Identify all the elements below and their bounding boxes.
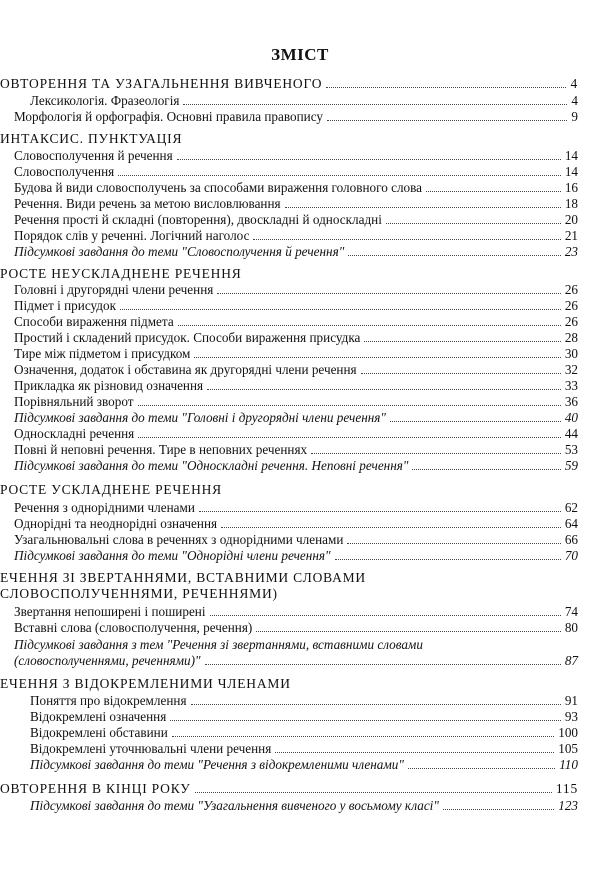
entry-label: Підсумкові завдання до теми "Односкладні речення. Неповні речення" (14, 458, 409, 473)
page-number: 123 (558, 798, 578, 813)
dot-leader (194, 356, 560, 358)
dot-leader (138, 436, 561, 438)
toc-entry[interactable] (30, 725, 578, 740)
dot-leader (408, 767, 555, 769)
entry-label: Порядок слів у реченні. Логічний наголос (14, 228, 250, 243)
page-number: 9 (571, 109, 578, 124)
toc-entry-summary[interactable] (30, 798, 578, 813)
page-number: 36 (564, 394, 578, 409)
toc-entry-summary[interactable] (30, 757, 578, 772)
toc-entry[interactable] (14, 330, 578, 345)
toc-section-heading[interactable] (0, 76, 578, 91)
toc-entry[interactable] (14, 228, 578, 243)
dot-leader (210, 614, 561, 616)
toc-entry[interactable] (14, 346, 578, 361)
page-number: 74 (564, 604, 578, 619)
toc-entry[interactable] (14, 282, 578, 297)
entry-label: Лексикологія. Фразеологія (30, 93, 180, 108)
dot-leader (118, 174, 561, 176)
page-number: 87 (564, 653, 578, 668)
entry-label: Речення з однорідними членами (14, 500, 195, 515)
dot-leader (205, 663, 561, 665)
entry-label: Поняття про відокремлення (30, 693, 187, 708)
section-title-continued: СЛОВОСПОЛУЧЕННЯМИ, РЕЧЕННЯМИ) (0, 586, 278, 601)
page-number: 66 (564, 532, 578, 547)
page-number: 4 (570, 76, 578, 91)
page-number: 93 (564, 709, 578, 724)
dot-leader (221, 526, 561, 528)
page-number: 28 (564, 330, 578, 345)
page-number: 33 (564, 378, 578, 393)
page-number: 26 (564, 314, 578, 329)
entry-label: Словосполучення (14, 164, 115, 179)
toc-entry[interactable] (14, 532, 578, 547)
entry-label: Словосполучення й речення (14, 148, 173, 163)
entry-label: Вставні слова (словосполучення, речення) (14, 620, 253, 635)
dot-leader (217, 292, 561, 294)
section-title: ЕЧЕННЯ З ВІДОКРЕМЛЕНИМИ ЧЛЕНАМИ (0, 676, 291, 691)
entry-label: Повні й неповні речення. Тире в неповних реченнях (14, 442, 308, 457)
dot-leader (178, 324, 561, 326)
entry-label: Відокремлені обставини (30, 725, 168, 740)
toc-entry[interactable] (30, 93, 578, 108)
entry-label: Відокремлені означення (30, 709, 167, 724)
toc-entry[interactable] (14, 500, 578, 515)
dot-leader (335, 558, 561, 560)
page-number: 80 (564, 620, 578, 635)
toc-entry[interactable] (30, 741, 578, 756)
entry-label: Речення. Види речень за метою висловлювання (14, 196, 281, 211)
toc-section-heading[interactable] (0, 676, 578, 691)
entry-label-continued: (словосполученнями, реченнями)" (14, 653, 201, 668)
page-number: 53 (564, 442, 578, 457)
page-number: 105 (558, 741, 578, 756)
toc-section-heading[interactable] (0, 131, 578, 146)
toc-entry[interactable] (14, 109, 578, 124)
toc-entry-summary[interactable] (14, 458, 578, 473)
dot-leader (327, 119, 567, 121)
page-number: 21 (564, 228, 578, 243)
page-number: 14 (564, 148, 578, 163)
dot-leader (177, 158, 561, 160)
dot-leader (275, 751, 554, 753)
section-title: ЕЧЕННЯ ЗІ ЗВЕРТАННЯМИ, ВСТАВНИМИ СЛОВАМИ (0, 570, 366, 585)
entry-label: Простий і складений присудок. Способи вираження присудка (14, 330, 361, 345)
entry-label: Підсумкові завдання до теми "Однорідні члени речення" (14, 548, 331, 563)
page-number: 91 (564, 693, 578, 708)
page-number: 64 (564, 516, 578, 531)
toc-section-heading[interactable] (0, 266, 578, 281)
toc-entry[interactable] (14, 298, 578, 313)
toc-entry[interactable] (14, 378, 578, 393)
entry-label: Відокремлені уточнювальні члени речення (30, 741, 272, 756)
toc-entry[interactable] (14, 442, 578, 457)
dot-leader (195, 791, 552, 793)
entry-label: Однорідні та неоднорідні означення (14, 516, 218, 531)
toc-entry[interactable] (14, 164, 578, 179)
dot-leader (256, 630, 560, 632)
dot-leader (253, 238, 560, 240)
toc-entry[interactable] (14, 394, 578, 409)
toc-entry-summary[interactable] (14, 637, 578, 652)
dot-leader (386, 222, 561, 224)
page-number: 26 (564, 298, 578, 313)
dot-leader (207, 388, 561, 390)
entry-label: Підсумкові завдання до теми "Речення з відокремленими членами" (30, 757, 404, 772)
page-number: 115 (555, 781, 578, 796)
toc-entry[interactable] (30, 709, 578, 724)
entry-label: Головні і другорядні члени речення (14, 282, 214, 297)
entry-label: Підмет і присудок (14, 298, 116, 313)
page-number: 59 (564, 458, 578, 473)
dot-leader (443, 808, 554, 810)
entry-label: Односкладні речення (14, 426, 135, 441)
dot-leader (138, 404, 561, 406)
entry-label: Тире між підметом і присудком (14, 346, 191, 361)
toc-section-heading[interactable] (0, 482, 578, 497)
entry-label: Підсумкові завдання до теми "Словосполучення й речення" (14, 244, 345, 259)
entry-label: Порівняльний зворот (14, 394, 134, 409)
dot-leader (390, 420, 561, 422)
page-number: 110 (559, 757, 578, 772)
page-number: 26 (564, 282, 578, 297)
page-number: 20 (564, 212, 578, 227)
toc-entry[interactable] (14, 196, 578, 211)
toc-entry[interactable] (14, 516, 578, 531)
toc-entry[interactable] (14, 148, 578, 163)
entry-label: Підсумкові завдання з тем "Речення зі звертаннями, вставними словами (14, 637, 423, 652)
dot-leader (326, 86, 566, 88)
page-number: 100 (558, 725, 578, 740)
entry-label: Означення, додаток і обставина як другорядні члени речення (14, 362, 357, 377)
toc-entry-summary-continued[interactable] (14, 653, 578, 668)
entry-label: Способи вираження підмета (14, 314, 174, 329)
toc-section-heading-line2[interactable] (0, 586, 578, 601)
entry-label: Звертання непоширені і поширені (14, 604, 206, 619)
dot-leader (191, 703, 561, 705)
toc-entry[interactable] (14, 620, 578, 635)
entry-label: Підсумкові завдання до теми "Узагальнення вивченого у восьмому класі" (30, 798, 439, 813)
page-number: 14 (564, 164, 578, 179)
dot-leader (412, 468, 560, 470)
dot-leader (170, 719, 561, 721)
page-number: 70 (564, 548, 578, 563)
dot-leader (311, 452, 561, 454)
section-title: РОСТЕ НЕУСКЛАДНЕНЕ РЕЧЕННЯ (0, 266, 242, 281)
page-number: 23 (564, 244, 578, 259)
dot-leader (426, 190, 561, 192)
section-title: ОВТОРЕННЯ В КІНЦІ РОКУ (0, 781, 191, 796)
entry-label: Будова й види словосполучень за способами вираження головного слова (14, 180, 423, 195)
entry-label: Морфологія й орфографія. Основні правила правопису (14, 109, 323, 124)
dot-leader (172, 735, 554, 737)
toc-section-heading[interactable] (0, 570, 578, 585)
page-number: 40 (564, 410, 578, 425)
page-number: 32 (564, 362, 578, 377)
dot-leader (285, 206, 561, 208)
dot-leader (183, 103, 567, 105)
dot-leader (120, 308, 561, 310)
toc-entry[interactable] (14, 314, 578, 329)
toc-entry[interactable] (14, 180, 578, 195)
toc-entry-summary[interactable] (14, 244, 578, 259)
page-number: 30 (564, 346, 578, 361)
dot-leader (361, 372, 561, 374)
section-title: ОВТОРЕННЯ ТА УЗАГАЛЬНЕННЯ ВИВЧЕНОГО (0, 76, 323, 91)
toc-entry-summary[interactable] (14, 410, 578, 425)
page-number: 4 (571, 93, 578, 108)
dot-leader (199, 510, 561, 512)
section-title: РОСТЕ УСКЛАДНЕНЕ РЕЧЕННЯ (0, 482, 222, 497)
toc-entry[interactable] (14, 604, 578, 619)
entry-label: Узагальнювальні слова в реченнях з однорідними членами (14, 532, 344, 547)
toc-entry-summary[interactable] (14, 548, 578, 563)
toc-entry[interactable] (30, 693, 578, 708)
page-number: 44 (564, 426, 578, 441)
toc-entry[interactable] (14, 426, 578, 441)
dot-leader (348, 254, 561, 256)
section-title: ИНТАКСИС. ПУНКТУАЦІЯ (0, 131, 183, 146)
page-number: 16 (564, 180, 578, 195)
page-number: 18 (564, 196, 578, 211)
page-title: ЗМІСТ (271, 45, 329, 64)
page-number: 62 (564, 500, 578, 515)
dot-leader (347, 542, 560, 544)
toc-entry[interactable] (14, 212, 578, 227)
entry-label: Підсумкові завдання до теми "Головні і другорядні члени речення" (14, 410, 386, 425)
toc-entry[interactable] (14, 362, 578, 377)
entry-label: Прикладка як різновид означення (14, 378, 204, 393)
entry-label: Речення прості й складні (повторення), двоскладні й односкладні (14, 212, 382, 227)
toc-section-heading[interactable] (0, 781, 578, 796)
dot-leader (364, 340, 560, 342)
